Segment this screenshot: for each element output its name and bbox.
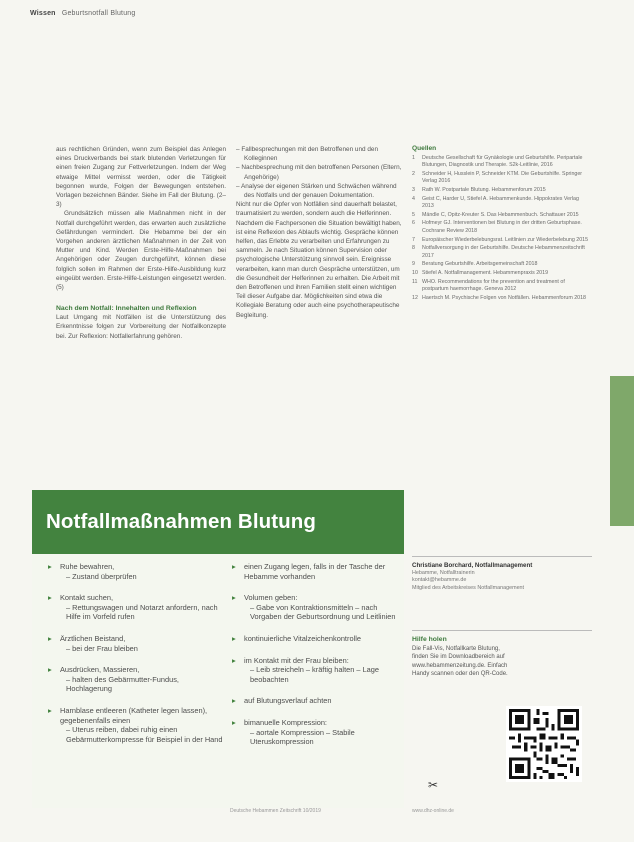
source-item: 4 Geist C, Harder U, Stiefel A. Hebammenkunde. Hippokrates Verlag 2013 (412, 195, 579, 210)
footer-left: Deutsche Hebammen Zeitschrift 10/2019 (230, 808, 321, 814)
arrow-bullet-icon: ▸ (232, 562, 236, 571)
source-item: 11 WHO. Recommendations for the prevention and treatment of postpartum haemorrhage. Geneva 2012 (412, 278, 565, 293)
author-name: Christiane Borchard, Notfallmanagement (412, 562, 533, 569)
box-left-column (48, 562, 226, 756)
arrow-bullet-icon: ▸ (232, 717, 236, 727)
left-third-paragraph: Laut Umgang mit Notfällen ist die Unterstützung des Erkenntnisse folgen zur Vorbereitung der Notfallkonzepte bei. Zur Reflexion: Notfallerfahrung gehören. (56, 314, 226, 340)
author-block (412, 562, 592, 592)
measure-item: ▸ Harnblase entleeren (Katheter legen lassen), gegebenenfalls einen – Uterus reiben, dabei ruhig einen Gebärmutterkompresse für Beispiel in der Hand (48, 705, 223, 744)
help-text: Die Fall-Vis, Notfallkarte Blutung, finden Sie im Downloadbereich auf www.hebammenzeitung.de. Einfach Handy scannen oder den QR-Code. (412, 645, 508, 678)
arrow-bullet-icon: ▸ (232, 593, 236, 603)
footer-right: www.dhz-online.de (412, 808, 454, 814)
measure-item: ▸ im Kontakt mit der Frau bleiben: – Leib streicheln – kräftig halten – Lage beobachten (232, 655, 380, 684)
measure-item: ▸ auf Blutungsverlauf achten (232, 696, 332, 706)
source-item: 7 Europäischer Wiederbelebungsrat. Leitlinien zur Wiederbelebung 2015 (412, 236, 589, 243)
arrow-bullet-icon: ▸ (48, 562, 52, 571)
left-intro-paragraph: aus rechtlichen Gründen, wenn zum Beispiel das Anlegen eines Druckverbands bei stark blutenden Verletzungen für einen freien Zugang zur Fettverletzungen. Indem der Weg etwaige Mittel vermisst werden, oder die Tätigkeit begonnen wurde, Folgen der Bewegungen entstehen. Vorlagen bezeichnen Bänder. Siehe im Fall der Blutung. (2–3) (56, 146, 226, 209)
box-title: Notfallmaßnahmen Blutung (46, 510, 317, 533)
source-item: 12 Haertsch M. Psychische Folgen von Notfällen. Hebammenforum 2018 (412, 294, 586, 301)
left-column (56, 145, 226, 341)
source-item: 2 Schneider H, Husslein P, Schneider KTM. Die Geburtshilfe. Springer Verlag 2016 (412, 170, 583, 185)
page-header (30, 10, 135, 17)
reflection-subheading: Nach dem Notfall: Innehalten und Reflexion (56, 305, 197, 313)
arrow-bullet-icon: ▸ (232, 655, 236, 665)
source-item: 10 Stiefel A. Notfallmanagement. Hebammenpraxis 2019 (412, 269, 549, 276)
mid-list-item: – Nachbesprechung mit den betroffenen Personen (Eltern, Angehörige) (236, 164, 402, 181)
measure-item: ▸ kontinuierliche Vitalzeichenkontrolle (232, 633, 361, 643)
mid-list-item: – Analyse der eigenen Stärken und Schwächen während des Notfalls und der genauen Dokumentation. (236, 182, 397, 200)
arrow-bullet-icon: ▸ (48, 633, 52, 643)
header-section: Wissen (30, 10, 56, 17)
source-item: 8 Notfallversorgung in der Geburtshilfe. Deutsche Hebammenzeitschrift 2017 (412, 245, 585, 259)
measure-item: ▸ Volumen geben: – Gabe von Kontraktionsmitteln – nach Vorgaben der Geburtsordnung und Leitlinien (232, 593, 396, 622)
left-second-paragraph: Grundsätzlich müssen alle Maßnahmen nicht in der Notfall durchgeführt werden, das erwarten auch zusätzliche Gefährdungen vermindert. Die Hebamme bei der ein Vorgehen anderen ärztlichen Maßnahmen in der Zeit von Mutter und Kind. Werden Erste-Hilfe-Maßnahmen bei Angehörigen oder Zeugen durchgeführt, können diese folglich sollen im Rahmen der Erste-Hilfe-Ausbildung kurz eingeübt werden. Erste-Hilfe-Leistungen eingesetzt werden. (5) (56, 210, 226, 292)
source-item: 3 Rath W. Postpartale Blutung. Hebammenforum 2015 (412, 186, 546, 193)
source-item: 6 Hofmeyr GJ. Interventionen bei Blutung in der dritten Geburtsphase. Cochrane Review 2018 (412, 220, 582, 234)
sources-list (412, 155, 590, 303)
author-line: Mitglied des Arbeitskreises Notfallmanagement (412, 584, 525, 591)
author-line: Hebamme, Notfalltrainerin (412, 569, 475, 576)
arrow-bullet-icon: ▸ (48, 705, 52, 715)
box-header (32, 490, 404, 554)
side-tab-marker (610, 376, 634, 526)
qr-code-icon[interactable] (506, 706, 582, 782)
scissors-icon: ✂ (428, 778, 439, 792)
divider (412, 556, 592, 557)
arrow-bullet-icon: ▸ (48, 665, 52, 675)
header-topic: Geburtsnotfall Blutung (61, 10, 136, 17)
arrow-bullet-icon: ▸ (48, 593, 52, 603)
measure-item: ▸ Ausdrücken, Massieren, – halten des Gebärmutter-Fundus, Hochlagerung (48, 665, 179, 694)
author-email[interactable]: kontakt@hebamme.de (412, 577, 467, 584)
measure-item: ▸ Ruhe bewahren, – Zustand überprüfen (48, 562, 137, 581)
arrow-bullet-icon: ▸ (232, 696, 236, 706)
source-item: 1 Deutsche Gesellschaft für Gynäkologie und Geburtshilfe. Peripartale Blutungen, Diagnostik und Therapie. S2k-Leitlinie, 2016 (412, 154, 583, 169)
sources-title: Quellen (412, 145, 437, 152)
arrow-bullet-icon: ▸ (232, 633, 236, 643)
middle-column (236, 145, 406, 320)
source-item: 5 Mändle C, Opitz-Kreuter S. Das Hebammenbuch. Schattauer 2015 (412, 211, 579, 218)
divider (412, 630, 592, 631)
measure-item: ▸ einen Zugang legen, falls in der Tasche der Hebamme vorhanden (232, 562, 386, 581)
measure-item: ▸ Ärztlichen Beistand, – bei der Frau bleiben (48, 633, 138, 653)
emergency-measures-box (32, 490, 404, 808)
sources-column (412, 145, 590, 303)
help-title: Hilfe holen (412, 636, 447, 643)
mid-paragraph: Nicht nur die Opfer von Notfällen sind dauerhaft belastet, traumatisiert zu werden, sondern auch die Helferinnen. Nachdem die Fachpersonen die Situation bewältigt haben, ist eine Reflexion des Ablaufs wichtig. Gespräche können helfen, das Erlebte zu verarbeiten und Erfahrungen zu sammeln. Je nach Situation können Supervision oder psychologische Unterstützung sinnvoll sein. Ereignisse verarbeiten, kann man durch Gespräche unterstützen, um die Gesundheit der Helferinnen zu erhalten. Die Arbeit mit den Betroffenen und ihren Familien stellt einen wichtigen Teil dieser Aufgabe dar. Möglichkeiten sind etwa die Kollegiale Beratung oder auch eine psychotherapeutische Begleitung. (236, 201, 402, 319)
box-right-column (232, 562, 402, 759)
measure-item: ▸ bimanuelle Kompression: – aortale Kompression – Stabile Uteruskompression (232, 717, 355, 747)
source-item: 9 Beratung Geburtshilfe. Arbeitsgemeinschaft 2018 (412, 261, 538, 268)
help-block (412, 636, 512, 679)
mid-list-item: – Fallbesprechungen mit den Betroffenen und den Kolleginnen (236, 146, 378, 163)
measure-item: ▸ Kontakt suchen, – Rettungswagen und Notarzt anfordern, nach Hilfe im Vorfeld rufen (48, 593, 218, 622)
